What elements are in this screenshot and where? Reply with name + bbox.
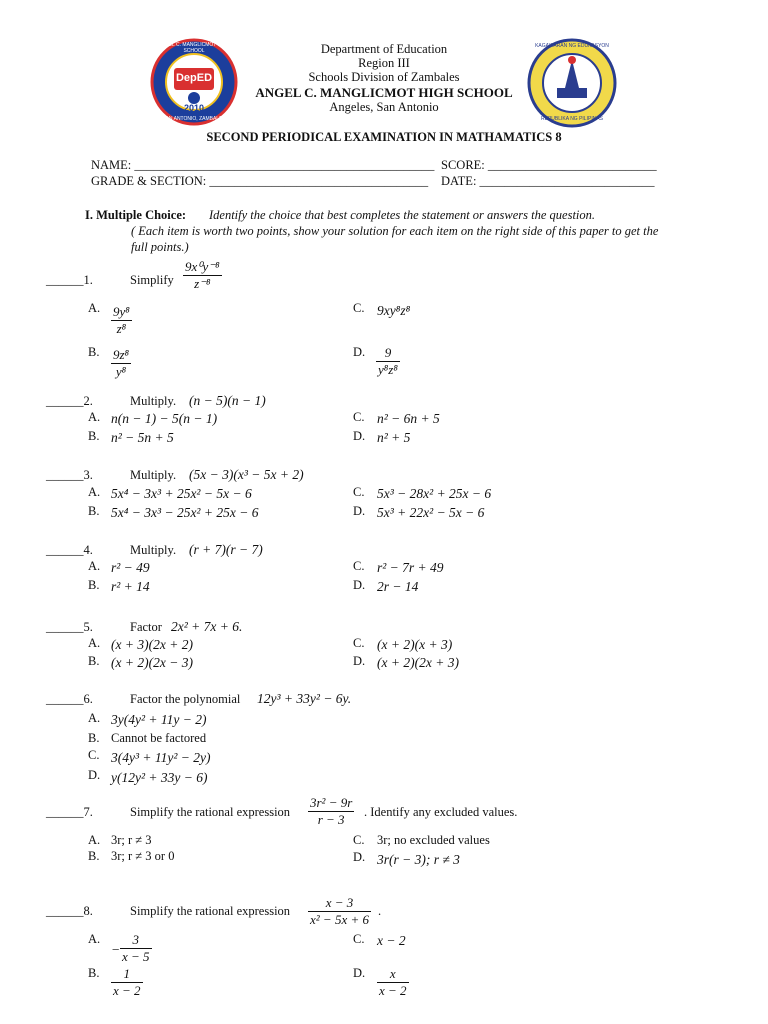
q8-letter-d: D. [353,966,366,980]
deped-seal-text: KAGAWARAN NG EDUKASYON [535,43,609,49]
q8-fraction [308,895,371,928]
header-location: Angeles, San Antonio [329,100,439,114]
name-field[interactable]: NAME: ________________________________________________ [91,158,435,172]
q3-choice-b[interactable]: 5x⁴ − 3x³ − 25x² + 25x − 6 [111,505,259,520]
q1-letter-b: B. [88,345,100,359]
q4-letter-a: A. [88,559,101,573]
q8-d-den: x − 2 [379,983,407,998]
q2-prompt: Multiply. [130,394,177,408]
q3-letter-a: A. [88,485,101,499]
q6-letter-d: D. [88,768,101,782]
q7-letter-b: B. [88,849,100,863]
q6-choice-c[interactable]: 3(4y³ + 11y² − 2y) [111,750,211,765]
header-division: Schools Division of Zambales [308,70,460,84]
q7-fraction-den: r − 3 [308,811,354,828]
q6-choice-a[interactable]: 3y(4y² + 11y − 2) [111,712,207,727]
q8-letter-a: A. [88,932,101,946]
q7-fraction [308,795,354,828]
q5-choice-a[interactable]: (x + 3)(2x + 2) [111,637,193,652]
q7-number[interactable]: ______7. [46,805,93,819]
q2-letter-c: C. [353,410,365,424]
score-field[interactable]: SCORE: ___________________________ [441,158,657,172]
q4-choice-c[interactable]: r² − 7r + 49 [377,560,444,575]
q5-letter-b: B. [88,654,100,668]
instructions-line3: full points.) [131,240,189,254]
q1-letter-c: C. [353,301,365,315]
q6-choice-b[interactable]: Cannot be factored [111,731,207,745]
q7-letter-a: A. [88,833,101,847]
q1-fraction [183,259,222,292]
q2-expression: (n − 5)(n − 1) [189,393,266,408]
q5-choice-b[interactable]: (x + 2)(2x − 3) [111,655,193,670]
header-region: Region III [358,56,410,70]
q7-suffix: . Identify any excluded values. [364,805,518,819]
q6-expression: 12y³ + 33y² − 6y. [257,691,352,706]
q6-prompt: Factor the polynomial [130,692,241,706]
q7-choice-b[interactable]: 3r; r ≠ 3 or 0 [111,849,175,863]
q1-prompt: Simplify [130,273,174,287]
q8-number[interactable]: ______8. [46,904,93,918]
q1-fraction-num: 9x⁰y⁻⁸ [185,259,220,274]
q2-choice-c[interactable]: n² − 6n + 5 [377,411,440,426]
q1-b-num: 9z⁸ [113,347,130,362]
q5-choice-d[interactable]: (x + 2)(2x + 3) [377,655,459,670]
q4-expression: (r + 7)(r − 7) [189,542,263,557]
q1-a-den: z⁸ [111,320,132,337]
q8-a-den: x − 5 [122,949,150,964]
q1-choice-d[interactable] [376,345,400,378]
q5-expression: 2x² + 7x + 6. [171,619,243,634]
q6-number[interactable]: ______6. [46,692,93,706]
deped-seal-bottom: REPUBLIKA NG PILIPINAS [541,116,603,122]
q8-prompt: Simplify the rational expression [130,904,291,918]
q3-letter-c: C. [353,485,365,499]
q3-choice-a[interactable]: 5x⁴ − 3x³ + 25x² − 5x − 6 [111,486,252,501]
q4-prompt: Multiply. [130,543,177,557]
q1-choice-b[interactable] [111,347,131,380]
q8-d-num: x [389,966,396,981]
q8-b-num: 1 [123,966,131,981]
date-field[interactable]: DATE: ____________________________ [441,174,655,188]
q2-choice-a[interactable]: n(n − 1) − 5(n − 1) [111,411,218,426]
q8-choice-a[interactable] [120,932,152,965]
q7-prompt: Simplify the rational expression [130,805,291,819]
q3-choice-d[interactable]: 5x³ + 22x² − 5x − 6 [377,505,485,520]
q2-choice-d[interactable]: n² + 5 [377,430,411,445]
q8-choice-b[interactable] [111,966,143,999]
q6-letter-c: C. [88,748,100,762]
q4-letter-d: D. [353,578,366,592]
q5-letter-a: A. [88,636,101,650]
q7-choice-c[interactable]: 3r; no excluded values [377,833,490,847]
q2-letter-a: A. [88,410,101,424]
section-heading: I. Multiple Choice: [85,208,187,222]
q2-choice-b[interactable]: n² − 5n + 5 [111,430,174,445]
q4-number[interactable]: ______4. [46,543,93,557]
exam-title: SECOND PERIODICAL EXAMINATION IN MATHAMATICS 8 [206,130,562,144]
q8-a-num: 3 [132,932,140,947]
q6-choice-d[interactable]: y(12y² + 33y − 6) [111,770,208,785]
school-seal-logo: DepED [175,72,213,84]
q4-letter-b: B. [88,578,100,592]
q3-prompt: Multiply. [130,468,177,482]
q5-prompt: Factor [130,620,162,634]
q8-choice-c[interactable]: x − 2 [377,933,406,948]
q1-d-num: 9 [384,345,392,360]
q8-choice-d[interactable] [377,966,409,999]
school-seal-text: ANGEL C. MANGLICMOT HIGH SCHOOL [157,42,231,54]
q1-choice-a[interactable] [111,304,132,337]
q8-letter-b: B. [88,966,100,980]
q3-expression: (5x − 3)(x³ − 5x + 2) [189,467,304,482]
q1-fraction-den: z⁻⁸ [183,275,222,292]
school-seal-bottom: SAN ANTONIO, ZAMBALES [162,116,226,122]
q2-letter-b: B. [88,429,100,443]
q4-letter-c: C. [353,559,365,573]
q4-choice-b[interactable]: r² + 14 [111,579,150,594]
q1-letter-a: A. [88,301,101,315]
q3-letter-d: D. [353,504,366,518]
q1-d-den: y⁸z⁸ [378,362,398,377]
q1-number[interactable]: ______1. [46,273,93,287]
q7-fraction-num: 3r² − 9r [310,795,353,810]
q5-choice-c[interactable]: (x + 2)(x + 3) [377,637,453,652]
q7-choice-d[interactable]: 3r(r − 3); r ≠ 3 [377,852,460,867]
instructions-line1: Identify the choice that best completes the statement or answers the question. [209,208,596,222]
q3-number[interactable]: ______3. [46,468,93,482]
instructions-line2: ( Each item is worth two points, show your solution for each item on the right side of this paper to get the [131,224,659,238]
q1-a-num: 9y⁸ [113,304,130,319]
q8-fraction-num: x − 3 [325,895,354,910]
header-dept: Department of Education [320,42,448,56]
q7-letter-d: D. [353,850,366,864]
q1-letter-d: D. [353,345,366,359]
q8-fraction-den: x² − 5x + 6 [310,912,369,927]
q5-letter-d: D. [353,654,366,668]
school-seal-year: 2010 [183,103,205,113]
q2-letter-d: D. [353,429,366,443]
header-school: ANGEL C. MANGLICMOT HIGH SCHOOL [255,85,513,100]
q8-suffix: . [378,904,382,918]
q6-letter-a: A. [88,711,101,725]
q3-choice-c[interactable]: 5x³ − 28x² + 25x − 6 [377,486,492,501]
q5-number[interactable]: ______5. [46,620,93,634]
q4-choice-d[interactable]: 2r − 14 [377,579,419,594]
q8-letter-c: C. [353,932,365,946]
q1-choice-c[interactable]: 9xy⁸z⁸ [377,303,411,318]
q3-letter-b: B. [88,504,100,518]
q6-letter-b: B. [88,731,100,745]
q2-number[interactable]: ______2. [46,394,93,408]
q4-choice-a[interactable]: r² − 49 [111,560,150,575]
q7-letter-c: C. [353,833,365,847]
q8-a-sign: − [111,942,121,957]
grade-section-field[interactable]: GRADE & SECTION: ___________________________________ [91,174,429,188]
q1-b-den: y⁸ [111,363,131,380]
q7-choice-a[interactable]: 3r; r ≠ 3 [111,833,152,847]
q5-letter-c: C. [353,636,365,650]
q8-b-den: x − 2 [113,983,141,998]
